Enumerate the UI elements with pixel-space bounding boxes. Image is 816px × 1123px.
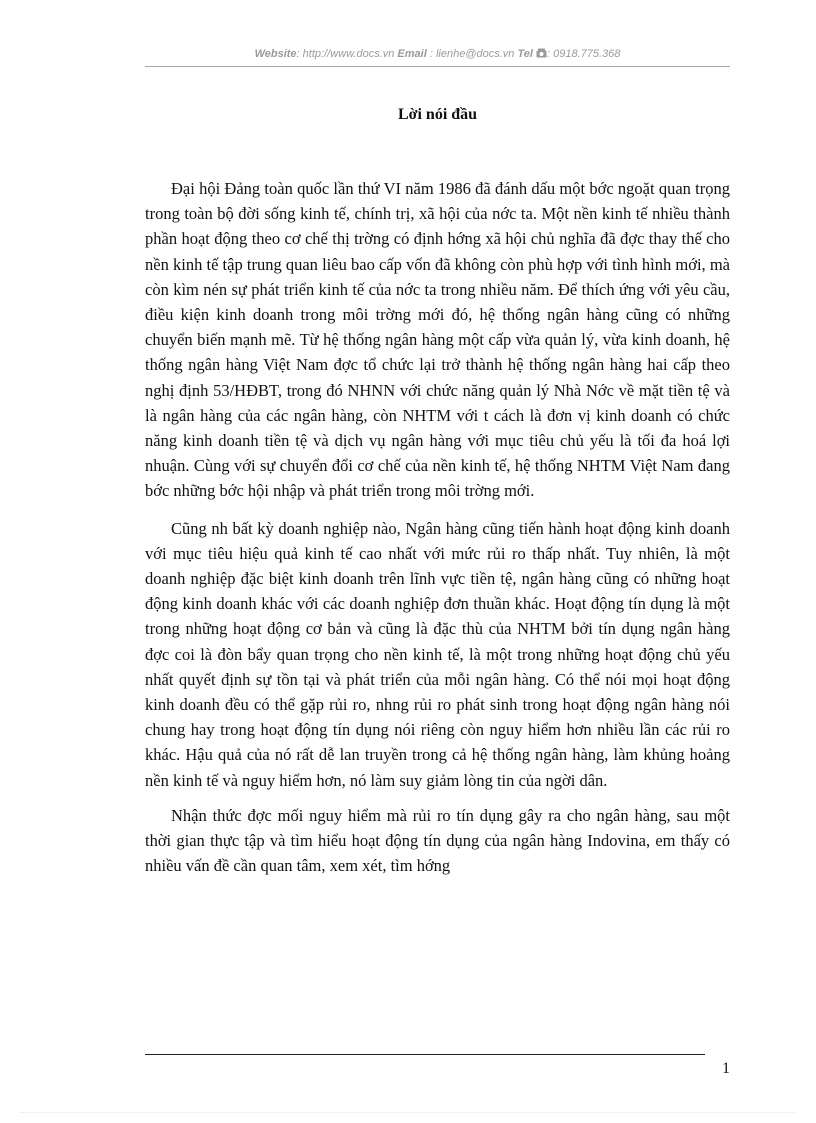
phone-icon [536, 48, 547, 61]
page-number: 1 [722, 1060, 730, 1077]
tel-number: : 0918.775.368 [547, 48, 621, 60]
page-header [145, 48, 730, 61]
tel-label: Tel [517, 48, 533, 60]
paragraph-2: Cũng nh bất kỳ doanh nghiệp nào, Ngân hàng cũng tiến hành hoạt động kinh doanh với mục tiêu hiệu quả kinh tế cao nhất với mức rủi ro thấp nhất. Tuy nhiên, là một doanh nghiệp đặc biệt kinh doanh trên lĩnh vực tiền tệ, ngân hàng cũng có những hoạt động kinh doanh khác với các doanh nghiệp đơn thuần khác. Hoạt động tín dụng là một trong những hoạt động cơ bản và cũng là đặc thù của NHTM bởi tín dụng ngân hàng đợc coi là đòn bẩy quan trọng cho nền kinh tế, là một trong những hoạt động chủ yếu nhất quyết định sự tồn tại và phát triển của mỗi ngân hàng. Có thể nói mọi hoạt động kinh doanh đều có thể gặp rủi ro, nhng rủi ro phát sinh trong hoạt động ngân hàng nói chung hay trong hoạt động tín dụng nói riêng còn nguy hiểm hơn nhiều lần các rủi ro khác. Hậu quả của nó rất dễ lan truyền trong cả hệ thống ngân hàng, làm khủng hoảng nền kinh tế và nguy hiểm hơn, nó làm suy giảm lòng tin của ngời dân. [145, 518, 730, 790]
header-divider [145, 66, 730, 67]
email-label: Email [397, 48, 427, 60]
page-edge [20, 1112, 796, 1113]
page-title: Lời nói đầu [397, 106, 478, 123]
paragraph-3: Nhận thức đợc mối nguy hiểm mà rủi ro tín dụng gây ra cho ngân hàng, sau một thời gian thực tập và tìm hiểu hoạt động tín dụng của ngân hàng Indovina, em thấy có nhiều vấn đề cần quan tâm, xem xét, tìm hớng [145, 805, 730, 876]
website-label: Website [254, 48, 297, 60]
document-body [145, 176, 730, 878]
email-address: : lienhe@docs.vn [426, 48, 518, 60]
footer-divider [145, 1054, 705, 1055]
paragraph-1: Đại hội Đảng toàn quốc lần thứ VI năm 1986 đã đánh dấu một bớc ngoặt quan trọng trong toàn bộ đời sống kinh tế, chính trị, xã hội của nớc ta. Một nền kinh tế nhiều thành phần hoạt động theo cơ chế thị trờng có định hớng xã hội chủ nghĩa đã đợc thay thế cho nền kinh tế tập trung quan liêu bao cấp vốn đã không còn phù hợp với tình hình mới, mà còn kìm nén sự phát triển kinh tế của nớc ta trong nhiều năm. Để thích ứng với yêu cầu, điều kiện kinh doanh trong môi trờng mới đó, hệ thống ngân hàng cũng có những chuyển biến mạnh mẽ. Từ hệ thống ngân hàng một cấp vừa quản lý, vừa kinh doanh, hệ thống ngân hàng Việt Nam đợc tổ chức lại trở thành hệ thống ngân hàng hai cấp theo nghị định 53/HĐBT, trong đó NHNN với chức năng quản lý Nhà Nớc về mặt tiền tệ và là ngân hàng của các ngân hàng, còn NHTM với t cách là đơn vị kinh doanh có chức năng kinh doanh tiền tệ và dịch vụ ngân hàng với mục tiêu chủ yếu là tối đa hoá lợi nhuận. Cùng với sự chuyển đổi cơ chế của nền kinh tế, hệ thống NHTM Việt Nam đang bớc những bớc hội nhập và phát triển trong môi trờng mới. [145, 179, 730, 501]
website-url: : http://www.docs.vn [296, 48, 398, 60]
